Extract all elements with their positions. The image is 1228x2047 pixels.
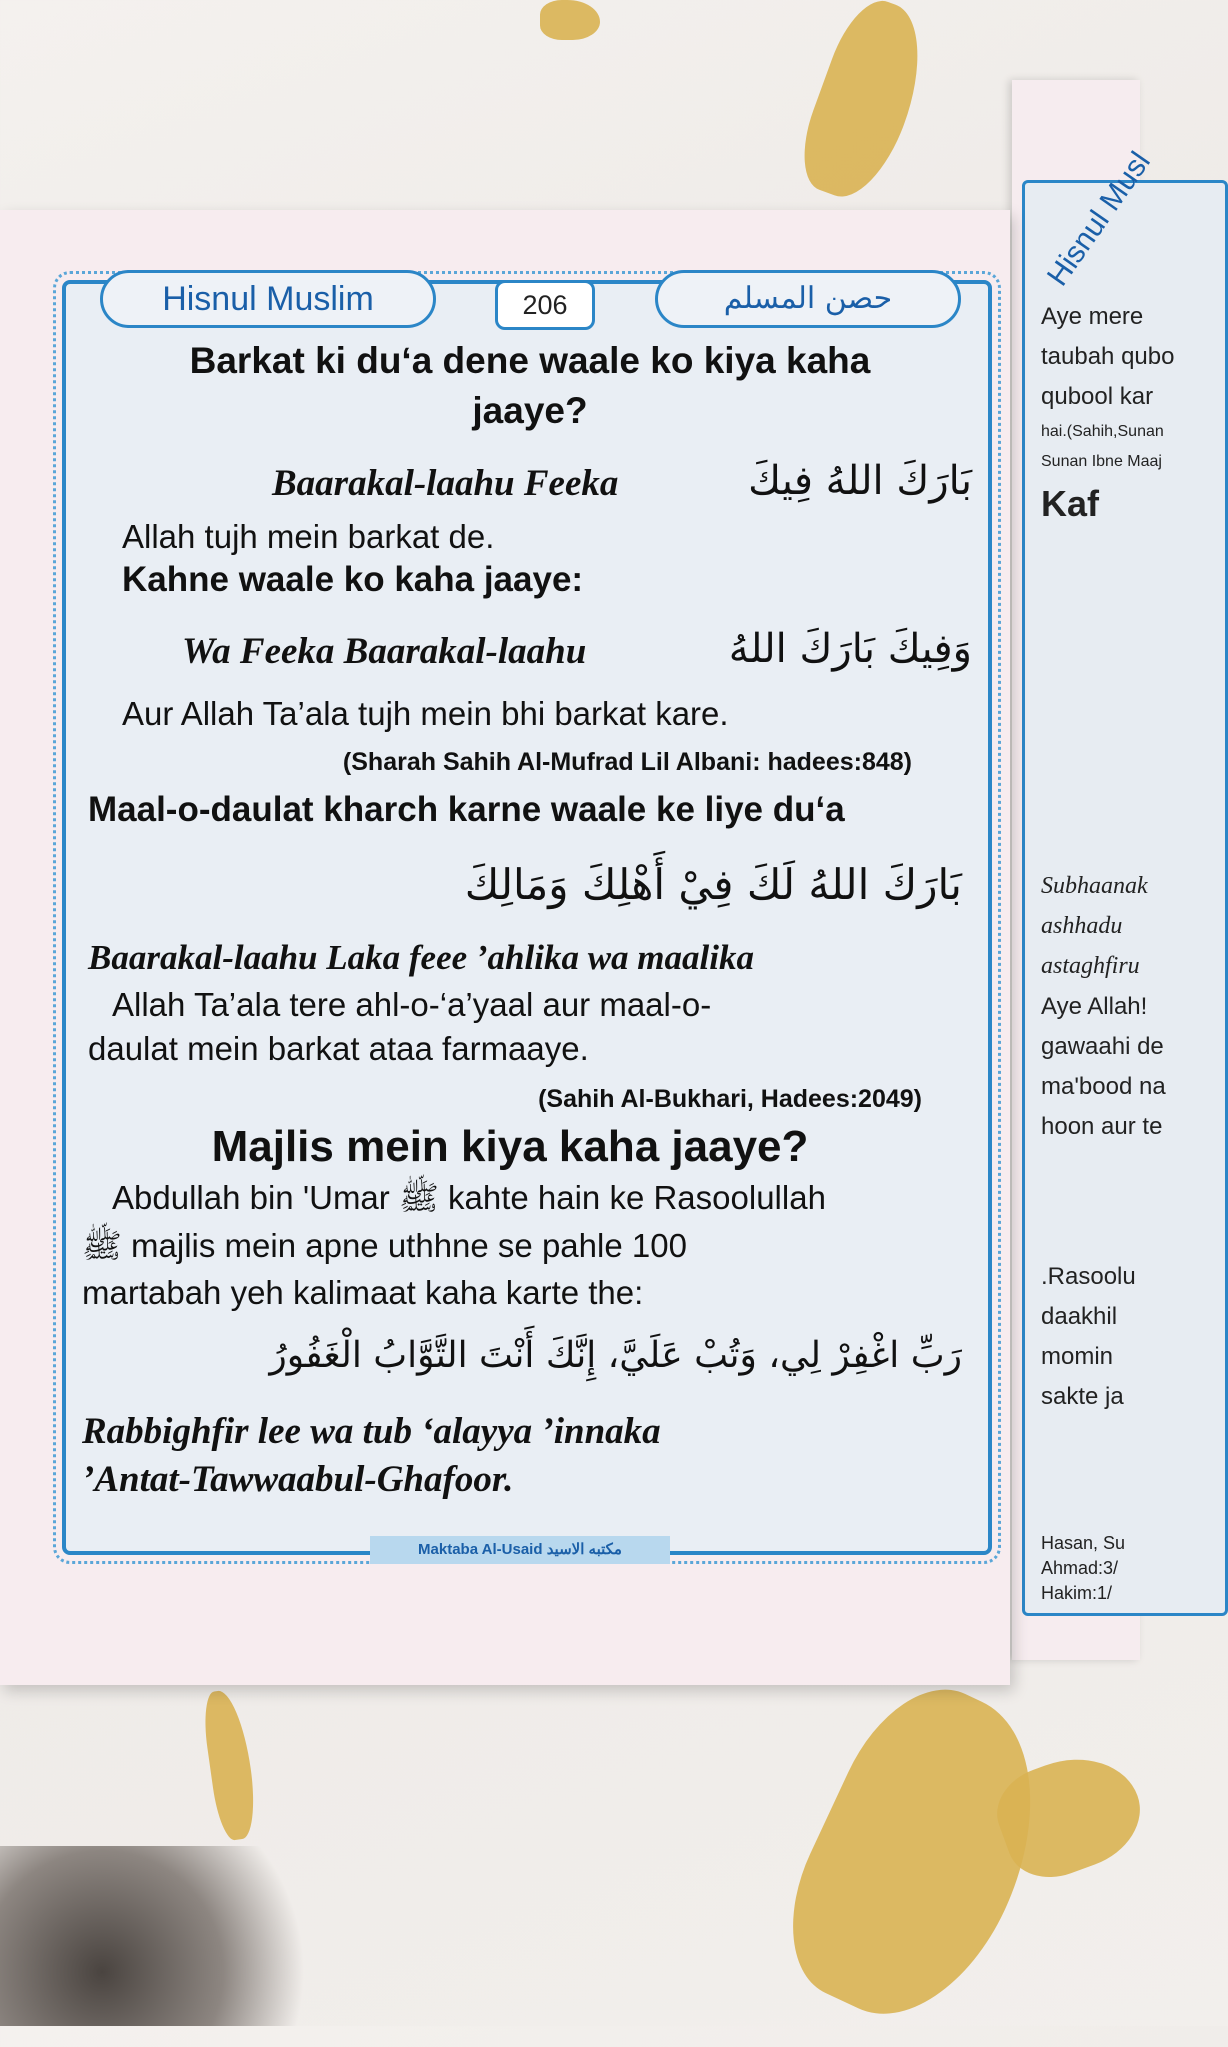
section-heading: jaaye? xyxy=(472,390,588,431)
facing-page-frame xyxy=(1022,145,1228,1616)
facing-page-text: daakhil xyxy=(1041,1303,1118,1330)
body-text: ﷺ majlis mein apne uthhne se pahle 100 xyxy=(82,1227,687,1264)
transliteration: Baarakal-laahu Feeka xyxy=(272,463,619,504)
arabic-dua: وَفِيكَ بَارَكَ اللهُ xyxy=(728,626,972,672)
arabic-dua: رَبِّ اغْفِرْ لِي، وَتُبْ عَلَيَّ، إِنَّكَ أَنْتَ التَّوَّابُ الْغَفُورُ xyxy=(269,1335,962,1376)
facing-page-text: Subhaanak xyxy=(1041,873,1148,899)
facing-page xyxy=(1012,80,1175,1660)
facing-page-text: Kaf xyxy=(1041,483,1100,524)
arabic-dua: بَارَكَ اللهُ لَكَ فِيْ أَهْلِكَ وَمَالِكَ xyxy=(464,860,962,909)
facing-page-text: astaghfiru xyxy=(1041,953,1140,979)
hadith-reference: (Sharah Sahih Al-Mufrad Lil Albani: hadees:848) xyxy=(342,748,912,776)
book-title: Hisnul Muslim xyxy=(100,270,436,328)
gold-foil-decoration xyxy=(200,1688,260,1842)
page-number: 206 xyxy=(495,280,595,330)
meaning-text: Allah Ta’ala tere ahl-o-‘a’yaal aur maal-o- xyxy=(112,986,712,1023)
facing-page-text: sakte ja xyxy=(1041,1383,1124,1410)
section-heading: Majlis mein kiya kaha jaaye? xyxy=(211,1122,809,1171)
facing-page-text: Hakim:1/ xyxy=(1041,1583,1113,1603)
publisher-badge: Maktaba Al-Usaid مكتبه الاسيد xyxy=(370,1536,670,1564)
transliteration: ’Antat-Tawwaabul-Ghafoor. xyxy=(82,1459,514,1500)
arabic-book-title: حصن المسلم xyxy=(655,270,961,328)
facing-page-text: gawaahi de xyxy=(1041,1033,1164,1060)
facing-page-text: Aye Allah! xyxy=(1041,993,1148,1020)
transliteration: Rabbighfir lee wa tub ‘alayya ’innaka xyxy=(82,1411,661,1452)
meaning-text: Allah tujh mein barkat de. xyxy=(122,518,495,555)
transliteration: Wa Feeka Baarakal-laahu xyxy=(182,631,587,672)
section-heading: Kahne waale ko kaha jaaye: xyxy=(122,560,584,599)
fabric-shadow xyxy=(0,1846,340,2026)
arabic-dua: بَارَكَ اللهُ فِيكَ xyxy=(748,458,972,504)
facing-page-text: .Rasoolu xyxy=(1041,1263,1136,1290)
hadith-reference: (Sahih Al-Bukhari, Hadees:2049) xyxy=(538,1085,922,1113)
facing-page-text: qubool kar xyxy=(1041,383,1154,410)
meaning-text: Aur Allah Ta’ala tujh mein bhi barkat kare. xyxy=(122,695,729,732)
body-text: Abdullah bin 'Umar ﷺ kahte hain ke Rasoolullah xyxy=(112,1179,826,1216)
body-text: martabah yeh kalimaat kaha karte the: xyxy=(82,1274,644,1311)
facing-page-text: Aye mere xyxy=(1041,303,1144,330)
facing-page-text: hoon aur te xyxy=(1041,1113,1163,1140)
transliteration: Baarakal-laahu Laka feee ’ahlika wa maalika xyxy=(88,938,754,977)
facing-page-text: Sunan Ibne Maaj xyxy=(1041,453,1162,470)
section-heading: Barkat ki du‘a dene waale ko kiya kaha xyxy=(189,340,871,381)
facing-page-text: ma'bood na xyxy=(1041,1073,1166,1100)
meaning-text: daulat mein barkat ataa farmaaye. xyxy=(88,1030,589,1067)
facing-page-text: momin xyxy=(1041,1343,1114,1370)
gold-foil-decoration xyxy=(789,0,942,209)
gold-foil-decoration xyxy=(540,0,600,40)
facing-page-text: Hisnul Musl xyxy=(1041,145,1157,292)
facing-page-text: Ahmad:3/ xyxy=(1041,1558,1119,1578)
facing-page-text: taubah qubo xyxy=(1041,343,1175,370)
facing-page-text: ashhadu xyxy=(1041,913,1123,939)
facing-page-text: Hasan, Su xyxy=(1041,1533,1126,1553)
facing-page-text: hai.(Sahih,Sunan xyxy=(1041,423,1164,440)
section-heading: Maal-o-daulat kharch karne waale ke liye du‘a xyxy=(88,790,845,829)
